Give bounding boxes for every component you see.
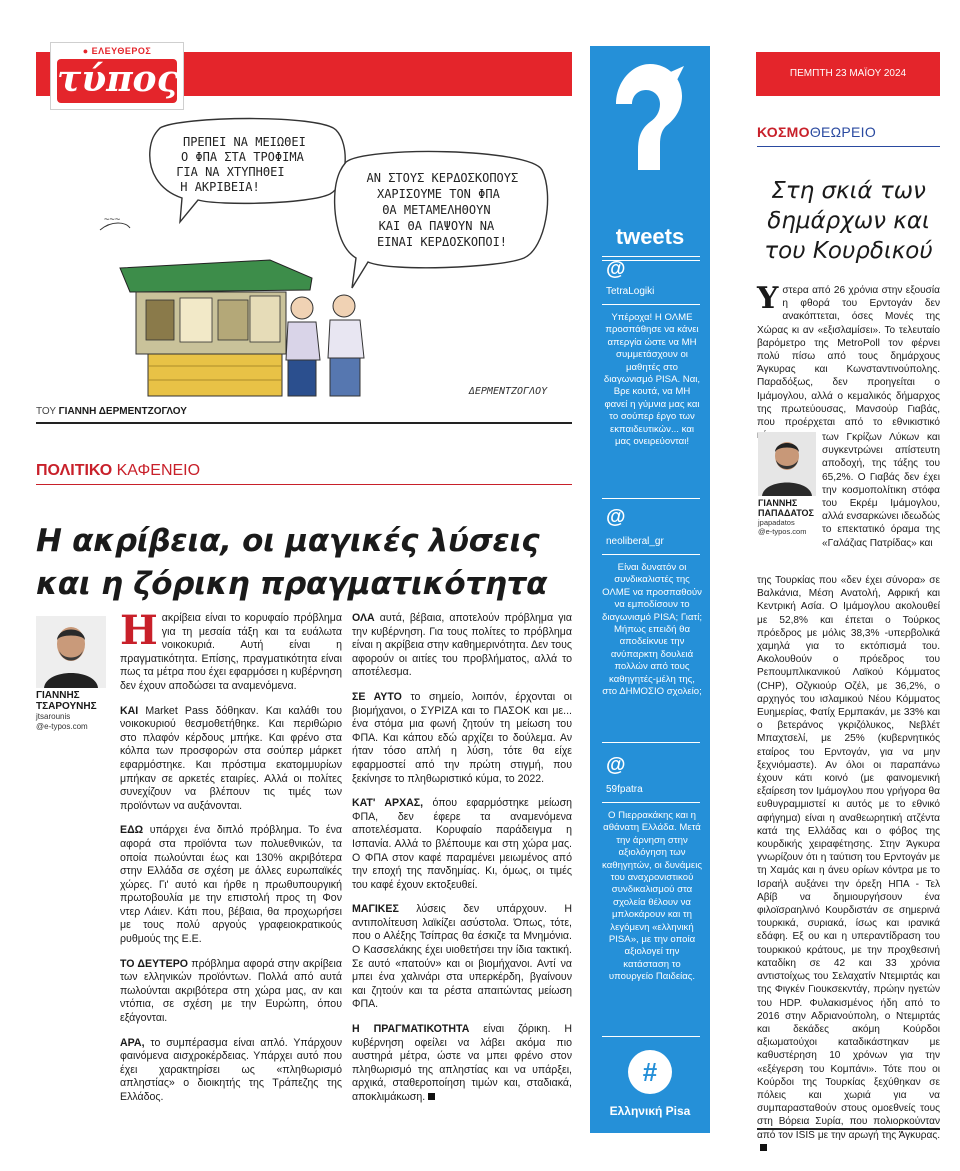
tweet-handle[interactable]: neoliberal_gr bbox=[606, 536, 664, 547]
cartoon-left-line: ΓΙΑ ΝΑ ΧΤΥΠΗΘΕΙ bbox=[176, 165, 285, 179]
kicker-right-bold: ΚΟΣΜΟ bbox=[757, 124, 810, 140]
author-handle-user: jtsarounis bbox=[36, 712, 71, 721]
tweets-rule bbox=[602, 498, 700, 499]
end-mark bbox=[428, 1093, 435, 1100]
cartoon-right-line: ΑΝ ΣΤΟΥΣ ΚΕΡΔΟΣΚΟΠΟΥΣ bbox=[366, 171, 519, 185]
article-paragraph: ΤΟ ΔΕΥΤΕΡΟ πρόβλημα αφορά στην ακρίβεια των ελληνικών προϊόντων. Πολλά από αυτά πωλούνται ακριβότερα στη χώρα μας, αν και ντόπια, σε σχέση με την Ευρώπη, όπου εξάγονται. bbox=[120, 957, 342, 1025]
tweets-rule bbox=[602, 742, 700, 743]
article-paragraph: ΕΔΩ υπάρχει ένα διπλό πρόβλημα. Το ένα αφορά στα προϊόντα των πολυεθνικών, τα οποία πωλούνται έως και 130% ακριβότερα στην Ελλάδα σε σχέση με άλλες ευρωπαϊκές χώρες. Γι' αυτό και ήρθε η πρωθυπουργική πρωτοβουλία με την επιστολή προς τη Φον ντερ Λάιεν. Κάτι που, βέβαια, θα προχωρήσει με τους πολύ αργούς γραφειοκρατικούς ρυθμούς της Ε.Ε. bbox=[120, 824, 342, 946]
cartoon-credit bbox=[36, 406, 187, 417]
cartoon-left-line: ΠΡΕΠΕΙ ΝΑ ΜΕΙΩΘΕΙ bbox=[182, 135, 306, 149]
article-paragraph: Η ΠΡΑΓΜΑΤΙΚΟΤΗΤΑ είναι ζόρικη. Η κυβέρνηση οφείλει να λάβει ακόμα πιο αυστηρά μέτρα, ώστε να μπει φρένο στον πληθωρισμό της απληστίας και να υπάρξει, αρχικά, σταθεροποίηση τιμών και, σταδιακά, αποκλιμάκωση. bbox=[352, 1023, 572, 1103]
right-author-handle-domain: @e-typos.com bbox=[758, 527, 807, 536]
cartoon-right-line: ΚΑΙ ΘΑ ΠΑΨΟΥΝ ΝΑ bbox=[378, 219, 495, 233]
headline-line-2: και η ζόρικη πραγματικότητα bbox=[36, 566, 548, 602]
section-kicker bbox=[36, 462, 200, 480]
right-author-handle bbox=[758, 518, 818, 536]
dropcap: Η bbox=[120, 607, 158, 654]
logo-superscript: ● ΕΛΕΥΘΕΡΟΣ bbox=[82, 46, 152, 56]
cartoon-right-line: ΘΑ ΜΕΤΑΜΕΛΗΘΟΥΝ bbox=[382, 203, 491, 217]
cartoon-signature: ΔΕΡΜΕΝΤΖΟΓΛΟΥ bbox=[468, 386, 548, 397]
article-paragraph: ΟΛΑ αυτά, βέβαια, αποτελούν πρόβλημα για την κυβέρνηση. Για τους πολίτες το πρόβλημα είναι η ακρίβεια στην καθημερινότητα. Δεν τους αφορούν οι αιτίες του προβλήματος, αλλά το αποτέλεσμα. bbox=[352, 612, 572, 679]
article-paragraph: ΚΑΤ' ΑΡΧΑΣ, όπου εφαρμόστηκε μείωση ΦΠΑ, δεν έφερε τα αναμενόμενα αποτελέσματα. Κορυφαίο παράδειγμα η Ισπανία. Αλλά το βλέπουμε και στη χώρα μας. Ο ΦΠΑ στον καφέ παραμένει μειωμένος από την εποχή της πανδημίας. Κι, όμως, οι τιμές του καφέ έχουν εκτοξευθεί. bbox=[352, 797, 572, 891]
political-cartoon bbox=[30, 110, 570, 400]
at-icon: @ bbox=[606, 506, 626, 528]
divider bbox=[36, 422, 572, 424]
cartoon-left-line: Η ΑΚΡΙΒΕΙΑ! bbox=[180, 180, 260, 194]
author-box bbox=[36, 616, 114, 732]
bird-logo-icon bbox=[614, 60, 686, 210]
date-bar: ΠΕΜΠΤΗ 23 ΜΑΪΟΥ 2024 bbox=[756, 52, 940, 96]
tweets-rule bbox=[602, 256, 700, 257]
credit-prefix: ΤΟΥ bbox=[36, 406, 56, 417]
article-paragraph: Ηακρίβεια είναι το κορυφαίο πρόβλημα για τη μεσαία τάξη και τα ευάλωτα νοικοκυριά. Αυτή είναι η πραγματικότητα. Επίσης, πραγματικότητα είναι πως τα μέτρα που έχει εφαρμόσει η κυβέρνηση δεν έχουν αποδώσει τα αναμενόμενα. bbox=[120, 607, 342, 692]
cartoon-right-line: ΧΑΡΙΣΟΥΜΕ ΤΟΝ ΦΠΑ bbox=[376, 187, 500, 201]
tweets-rule bbox=[602, 554, 700, 555]
kicker-rule bbox=[36, 484, 572, 485]
tweets-panel bbox=[590, 46, 710, 1133]
right-author-name bbox=[758, 498, 818, 518]
at-icon: @ bbox=[606, 258, 626, 280]
hashtag-icon: # bbox=[628, 1050, 672, 1094]
headline-line-1: Η ακρίβεια, οι μαγικές λύσεις bbox=[36, 523, 540, 559]
right-paragraph: Υστερα από 26 χρόνια στην εξουσία η φθορά του Ερντογάν δεν ανακόπτεται, όσες Μονές της Χώρας κι αν «εξισλαμίσει». Το τελευταίο βαρόμετρο της MetroPoll τον φέρνει πολύ πίσω από τους δημάρχους Άγκυρας και Κωνσταντινούπολης. Παραδόξως, δεν προηγείται ο Ιμάμογλου, αλλά ο κεμαλικός δήμαρχος της πρωτεύουσας, Μανσούρ Γιαβάς, που προέρχεται από το εθνικιστικό bbox=[757, 281, 940, 429]
cartoon-right-line: ΕΙΝΑΙ ΚΕΡΔΟΣΚΟΠΟΙ! bbox=[376, 235, 508, 249]
svg-text:~~~: ~~~ bbox=[104, 215, 121, 225]
article-column-2 bbox=[352, 612, 572, 1116]
kicker-right-rule bbox=[757, 146, 940, 147]
citizens-illustration bbox=[286, 295, 364, 396]
article-column-1 bbox=[120, 607, 342, 1116]
tweet-text: Ο Πιερρακάκης και η αθάνατη Ελλάδα. Μετά την άρνηση στην αξιολόγηση των καθηγητών, οι δυνάμεις του αναχρονιστικού συνδικαλισμού στα σχολεία θέλουν να μπλοκάρουν και τη λεγόμενη «ελληνική PISA», με την οποία αξιολογεί την κατάσταση το υπουργείο Παιδείας. bbox=[602, 810, 702, 983]
cartoon-left-line: Ο ΦΠΑ ΣΤΑ ΤΡΟΦΙΜΑ bbox=[180, 150, 304, 164]
right-author-handle-user: jpapadatos bbox=[758, 518, 795, 527]
right-title-line-1: Στη σκιά των bbox=[771, 178, 926, 204]
article-paragraph: ΣΕ ΑΥΤΟ το σημείο, λοιπόν, έρχονται οι βιομήχανοι, ο ΣΥΡΙΖΑ και το ΠΑΣΟΚ και με... ένα στόμα μια φωνή ζητούν τη μείωση του ΦΠΑ. Και κάπου εδώ αρχίζει το δούλεμα. Αν ήταν τόσο απλή η λύση, τότε θα είχε εφαρμοστεί από την πρώτη στιγμή, που ξεκίνησε το πληθωριστικό κύμα, το 2022. bbox=[352, 690, 572, 785]
kicker-right-light: ΘΕΩΡΕΙΟ bbox=[809, 124, 877, 140]
newspaper-logo bbox=[50, 42, 184, 110]
author-handle bbox=[36, 712, 114, 732]
kicker-light: ΚΑΦΕΝΕΙΟ bbox=[116, 462, 201, 479]
right-author-box bbox=[758, 432, 818, 536]
credit-name: ΓΙΑΝΝΗ ΔΕΡΜΕΝΤΖΟΓΛΟΥ bbox=[58, 406, 187, 417]
author-first-name: ΓΙΑΝΝΗΣ bbox=[36, 690, 80, 701]
at-icon: @ bbox=[606, 754, 626, 776]
right-author-photo bbox=[758, 432, 816, 496]
article-paragraph: ΚΑΙ Market Pass δόθηκαν. Και καλάθι του νοικοκυριού θεσμοθετήθηκε. Και περιθώριο στο πλαφόν κέρδους μπήκε. Και φρένο στα κόλπα των προσφορών στα σούπερ μάρκετ εφαρμόστηκε. Και πρόστιμα εκατομμυρίων μπήκαν σε αρκετές εταιρίες. Αλλά οι πολίτες συνεχίζουν να βλέπουν τις τιμές των προϊόντων να αυξάνονται. bbox=[120, 704, 342, 812]
right-bottom-rule bbox=[757, 1128, 940, 1130]
article-paragraph: ΑΡΑ, το συμπέρασμα είναι απλό. Υπάρχουν φαινόμενα αισχροκέρδειας. Υπάρχει αυτό που έχει χαρακτηρίσει ως «πληθωρισμό απληστίας» ο διοικητής της Τράπεζης της Ελλάδος. bbox=[120, 1036, 342, 1103]
kicker-bold: ΠΟΛΙΤΙΚΟ bbox=[36, 462, 113, 479]
right-title-line-3: του Κουρδικού bbox=[764, 238, 933, 264]
tweets-rule bbox=[602, 304, 700, 305]
author-name bbox=[36, 690, 114, 712]
tweet-handle[interactable]: 59fpatra bbox=[606, 784, 643, 795]
right-article-title bbox=[757, 176, 940, 266]
tweet-text: Υπέροχα! Η ΟΛΜΕ προσπάθησε να κάνει απεργία ώστε να ΜΗ συμμετάσχουν οι μαθητές στο διαγωνισμό PISA. Ναι, Βρε κουτά, να ΜΗ φανεί η γύμνια μας και το σούπερ έργο των εκπαιδευτικών... και μας ονειρεύονται! bbox=[603, 312, 701, 448]
right-author-first-name: ΓΙΑΝΝΗΣ bbox=[758, 498, 798, 508]
tweet-text: Είναι δυνατόν οι συνδικαλιστές της ΟΛΜΕ να προσπαθούν να εμποδίσουν το διαγωνισμό PISA; Γιατί; Μήπως επειδή θα αποδείκνυε την ανύπαρκτη δουλειά πολλών από τους καθηγητές-μέλη της, στο ΔΗΜΟΣΙΟ σχολείο; bbox=[602, 562, 703, 698]
right-paragraph: των Γκρίζων Λύκων και συγκεντρώνει απίστευτη αποδοχή, της τάξης του 65,2%. Ο Γιαβάς δεν έχει την κοσμοπολίτικη στόφα του Εκρέμ Ιμάμογλου, αλλά ενσαρκώνει ιδεωδώς το επεκτατικό όραμα της «Γαλάζιας Πατρίδας» και bbox=[822, 432, 940, 549]
author-handle-domain: @e-typos.com bbox=[36, 722, 88, 731]
right-title-line-2: δημάρχων και bbox=[767, 208, 930, 234]
right-dropcap: Υ bbox=[757, 281, 779, 316]
right-paragraph: της Τουρκίας που «δεν έχει σύνορα» σε Βαλκάνια, Μέση Ανατολή, Αφρική και Κεντρική Ασία. Ο Ιμάμογλου ακολουθεί με 52,8% και έπεται ο Τούρκος πρόεδρος με μόλις 38,3% -υπερβολικά χαμηλά για το εκτόπισμά του. Ακολουθούν ο πρόεδρος του Ρεπουμπλικανικού Λαϊκού Κόμματος (CHP), Οζγκιούρ Οζέλ, με 36,2%, ο αρχηγός του ισλαμικού Νέου Κόμματος Ευημερίας, Φατίχ Ερμπακάν, με 33% και ο βετεράνος γκριζόλυκος, Νεβλέτ Μπαχτσελί, με 25% (κυβερνητικός εταίρος του Ερντογάν, για να μην ξεχνιόμαστε). Αν όλοι οι παραπάνω έχουν κάτι κοινό (με φαινομενική εξαίρεση τον Ιμάμογλου που γρήγορα θα ευθυγραμμιστεί κι αυτός με το εθνικό αφήγημα) είναι η αναθεωρητική ατζέντα κατά της Ελλάδας και ο φόβος της κουρδικής χειραφέτησης. Στην Άγκυρα γνωρίζουν ότι η ταύτιση του Ερντογάν με τη Χαμάς και η άνευ ορίων κόντρα με το Ισραήλ αυξάνει την όρεξη ΗΠΑ - Τελ Αβίβ να δημιουργήσουν ένα φιλοϊσραηλινό Κουρδιστάν σε σημερινά τουρκικά, συριακά, ίσως και ιρανικά εδάφη. Εξ ου και η υπεραντίδραση του τουρκικού κράτους, με την προχθεσινή καταδίκη σε 42 και 33 χρόνια αντιστοίχως του Σελαχατίν Ντεμιρτάς και της Φιγκέν Γιουκσεκντάγ, πρώην ηγετών του HDP. Φυλακισμένος ήδη από το 2016 στην Αδριανούπολη, ο Ντεμιρτάς και δεκάδες ακόμη Κούρδοι αξιωματούχοι καταδικάστηκαν με καθυστέρηση 10 χρόνων για την «εξέγερση του Κομπάνι». Τότε που οι Κούρδοι της Τουρκίας ξεχύθηκαν σε πόλεις και χωριά για να συμπαρασταθούν στους ομοεθνείς τους στη Βόρεια Συρία, που πολιορκούνταν από τον ISIS με την αρωγή της Άγκυρας. bbox=[757, 574, 940, 1155]
right-article-bottom bbox=[757, 574, 940, 1155]
author-last-name: ΤΣΑΡΟΥΝΗΣ bbox=[36, 701, 97, 712]
tweets-rule bbox=[602, 1036, 700, 1037]
tweet-handle[interactable]: TetraLogiki bbox=[606, 286, 655, 297]
author-photo bbox=[36, 616, 106, 688]
section-kicker-right bbox=[757, 124, 876, 140]
tweets-footer: Ελληνική Pisa bbox=[609, 1104, 691, 1118]
logo-title: τύπος bbox=[57, 59, 177, 103]
article-headline bbox=[36, 520, 572, 606]
end-mark bbox=[760, 1144, 767, 1151]
tweets-rule bbox=[602, 802, 700, 803]
right-article-beside-photo bbox=[822, 431, 940, 550]
tweets-title: tweets bbox=[615, 224, 685, 249]
right-article-top bbox=[757, 281, 940, 442]
article-paragraph: ΜΑΓΙΚΕΣ λύσεις δεν υπάρχουν. Η αντιπολίτευση λαϊκίζει ασύστολα. Όπως, τότε, που ο Αλέξης Τσίπρας θα έσκιζε τα Μνημόνια. Ο Κασσελάκης έχει υιοθετήσει την ίδια τακτική. Σε αυτό «πατούν» και οι βιομήχανοι. Αντί να μπει ένα χαλινάρι στα υπερκέρδη, βγαίνουν και ζητούν και τα ρέστα απαιτώντας μείωση ΦΠΑ. bbox=[352, 903, 572, 1011]
kiosk-illustration bbox=[100, 215, 312, 396]
right-author-last-name: ΠΑΠΑΔΑΤΟΣ bbox=[758, 508, 814, 518]
